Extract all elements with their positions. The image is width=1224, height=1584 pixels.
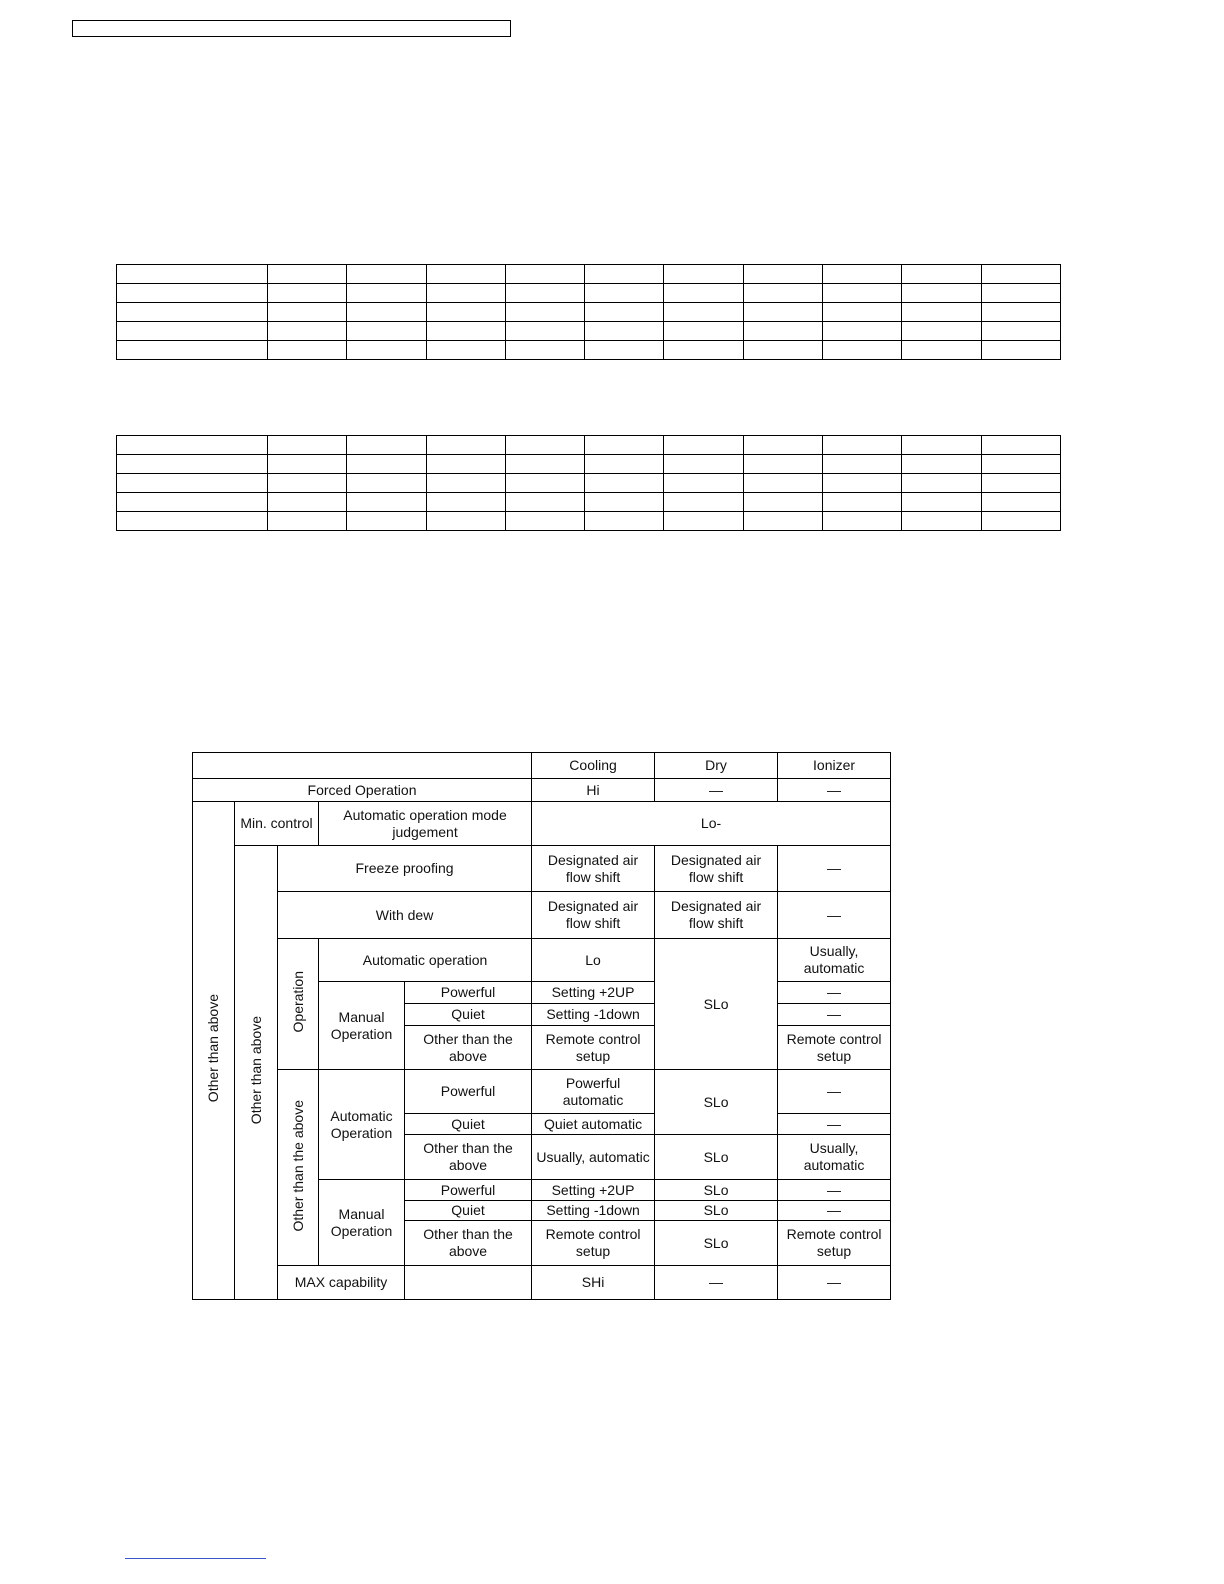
max-cooling: SHi (532, 1266, 655, 1300)
table-row (117, 265, 1061, 284)
min-control-value: Lo- (532, 802, 891, 846)
max-capability-blank (405, 1266, 532, 1300)
table-row (193, 846, 891, 892)
min-control-label: Min. control (235, 802, 319, 846)
operation-group-label: Operation (289, 971, 306, 1033)
dew-ionizer: — (778, 892, 891, 939)
oth-manual-powerful-cooling: Setting +2UP (532, 1180, 655, 1201)
freeze-ionizer: — (778, 846, 891, 892)
table-row (193, 753, 891, 779)
oth-manual-quiet-ionizer: — (778, 1201, 891, 1221)
table-row (117, 474, 1061, 493)
op-manual-other: Other than the above (405, 1026, 532, 1070)
oth-auto-powerful-ionizer: — (778, 1070, 891, 1114)
oth-auto-quiet: Quiet (405, 1114, 532, 1135)
op-manual-quiet-ionizer: — (778, 1004, 891, 1026)
other-than-above-inner-cell (235, 846, 278, 1300)
op-manual-powerful-ionizer: — (778, 982, 891, 1004)
dew-cooling: Designated air flow shift (532, 892, 655, 939)
table-row (193, 1266, 891, 1300)
oth-auto-other-dry: SLo (655, 1135, 778, 1180)
table-row (193, 939, 891, 982)
empty-grid-table-1 (116, 264, 1061, 360)
op-auto-ionizer: Usually, automatic (778, 939, 891, 982)
header-ionizer: Ionizer (778, 753, 891, 779)
oth-manual-other-cooling: Remote control setup (532, 1221, 655, 1266)
max-dry: — (655, 1266, 778, 1300)
forced-operation-label: Forced Operation (193, 779, 532, 802)
freeze-proofing-label: Freeze proofing (278, 846, 532, 892)
oth-auto-other-cooling: Usually, automatic (532, 1135, 655, 1180)
max-ionizer: — (778, 1266, 891, 1300)
oth-manual-label: Manual Operation (319, 1180, 405, 1266)
empty-grid-table-2 (116, 435, 1061, 531)
op-automatic-label: Automatic operation (319, 939, 532, 982)
fan-speed-table (192, 752, 891, 1300)
table-row (193, 802, 891, 846)
oth-manual-other: Other than the above (405, 1221, 532, 1266)
op-manual-other-cooling: Remote control setup (532, 1026, 655, 1070)
other-group-cell (278, 1070, 319, 1266)
oth-manual-powerful: Powerful (405, 1180, 532, 1201)
other-than-above-inner-label: Other than above (247, 1016, 264, 1125)
header-box (72, 20, 511, 37)
footer-link-line (125, 1558, 266, 1559)
op-manual-quiet: Quiet (405, 1004, 532, 1026)
table-row (117, 455, 1061, 474)
table-row (117, 341, 1061, 360)
table-row (193, 779, 891, 802)
forced-dry: — (655, 779, 778, 802)
op-auto-cooling: Lo (532, 939, 655, 982)
oth-auto-other-ionizer: Usually, automatic (778, 1135, 891, 1180)
oth-manual-other-dry: SLo (655, 1221, 778, 1266)
corner-cell (193, 753, 532, 779)
oth-auto-pq-dry: SLo (655, 1070, 778, 1135)
table-row (117, 284, 1061, 303)
with-dew-label: With dew (278, 892, 532, 939)
table-row (117, 322, 1061, 341)
other-group-label: Other than the above (289, 1099, 306, 1232)
freeze-dry: Designated air flow shift (655, 846, 778, 892)
header-cooling: Cooling (532, 753, 655, 779)
table-row (193, 892, 891, 939)
oth-auto-powerful-cooling: Powerful automatic (532, 1070, 655, 1114)
op-manual-quiet-cooling: Setting -1down (532, 1004, 655, 1026)
oth-automatic-label: Automatic Operation (319, 1070, 405, 1180)
table-row (117, 493, 1061, 512)
oth-auto-quiet-cooling: Quiet automatic (532, 1114, 655, 1135)
other-than-above-outer-cell (193, 802, 235, 1300)
table-row (117, 436, 1061, 455)
op-manual-other-ionizer: Remote control setup (778, 1026, 891, 1070)
freeze-cooling: Designated air flow shift (532, 846, 655, 892)
oth-manual-quiet: Quiet (405, 1201, 532, 1221)
oth-auto-other: Other than the above (405, 1135, 532, 1180)
other-than-above-outer-label: Other than above (205, 994, 221, 1103)
op-manual-powerful: Powerful (405, 982, 532, 1004)
table-row (117, 512, 1061, 531)
header-dry: Dry (655, 753, 778, 779)
max-capability-label: MAX capability (278, 1266, 405, 1300)
oth-manual-powerful-dry: SLo (655, 1180, 778, 1201)
oth-manual-powerful-ionizer: — (778, 1180, 891, 1201)
op-dry-merged: SLo (655, 939, 778, 1070)
table-row (193, 1070, 891, 1114)
operation-group-cell (278, 939, 319, 1070)
table-row (117, 303, 1061, 322)
forced-cooling: Hi (532, 779, 655, 802)
op-manual-powerful-cooling: Setting +2UP (532, 982, 655, 1004)
op-manual-label: Manual Operation (319, 982, 405, 1070)
oth-manual-quiet-dry: SLo (655, 1201, 778, 1221)
oth-auto-quiet-ionizer: — (778, 1114, 891, 1135)
oth-manual-quiet-cooling: Setting -1down (532, 1201, 655, 1221)
forced-ionizer: — (778, 779, 891, 802)
oth-manual-other-ionizer: Remote control setup (778, 1221, 891, 1266)
oth-auto-powerful: Powerful (405, 1070, 532, 1114)
dew-dry: Designated air flow shift (655, 892, 778, 939)
min-control-condition: Automatic operation mode judgement (319, 802, 532, 846)
